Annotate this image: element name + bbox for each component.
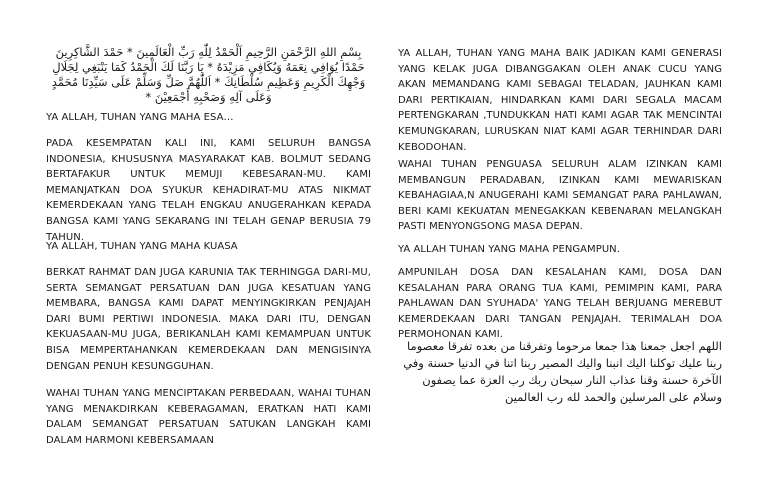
paragraph-penguasa-alam: WAHAI TUHAN PENGUASA SELURUH ALAM IZINKAN KAMI MEMBANGUN PERADABAN, IZINKAN KAMI MEWARISKAN KEBAHAGIAA,N ANUGERAHI KAMI SEMANGAT PARA PAHLAWAN, BERI KAMI KEKUATAN MENEGAKKAN KEBENARAN MELANGKAH PASTI MENYONGSONG MASA DEPAN. [398,159,722,233]
paragraph-generasi: YA ALLAH, TUHAN YANG MAHA BAIK JADIKAN KAMI GENERASI YANG KELAK JUGA DIBANGGAKAN OLEH ANAK CUCU YANG AKAN MEMANDANG KAMI SEBAGAI TELADAN, JAUHKAN KAMI DARI PERTIKAIAN, HINDARKAN KAMI DARI SEGALA MACAM PERTENGKARAN ,TUNDUKKAN HATI KAMI AGAR TAK MENCINTAI KEMUNGKARAN, LURUSKAN NIAT KAMI AGAR TERHINDAR DARI KEBODOHAN. [398,48,722,153]
arabic-opening-prayer: بِسْمِ اللهِ الرَّحْمَنِ الرَّحِيمِ اَلْحَمْدُ لِلّٰهِ رَبِّ الْعَالَمِينَ * حَمْدَ الشَّاكِرِينَ حَمْدًا يُوَافِي نِعَمَهُ وَيُكَافِي مَزِيْدَهُ * يَا رَبَّنَا لَكَ الْحَمْدُ كَمَا يَنْبَغِي لِجَلَالِ وَجْهِكَ الْكَرِيمِ وَعَظِيمِ سُلْطَانِكَ * اَللّٰهُمَّ صَلِّ وَسَلِّمْ عَلَى سَيِّدِنَا مُحَمَّدٍ وَعَلَى آلِهِ وَصَحْبِهِ أَجْمَعِيْنَ * [51,45,366,104]
paragraph-perbedaan: WAHAI TUHAN YANG MENCIPTAKAN PERBEDAAN, WAHAI TUHAN YANG MENAKDIRKAN KEBERAGAMAN, ERATKAN HATI KAMI DALAM SEMANGAT PERSATUAN SATUKAN LANGKAH KAMI DALAM HARMONI KEBERSAMAAN [46,388,371,446]
heading-maha-pengampun: YA ALLAH TUHAN YANG MAHA PENGAMPUN. [398,244,620,255]
heading-maha-kuasa: YA ALLAH, TUHAN YANG MAHA KUASA [46,241,238,252]
arabic-closing-prayer: اللهم اجعل جمعنا هذا جمعا مرحوما وتفرقنا من بعده تفرقا معصوما ربنا عليك توكلنا اليك انبنا واليك المصير ربنا اتنا في الدنيا حسنة وفي الآخرة حسنة وقنا عذاب النار سبحان ربك رب العزة عما يصفون وسلام على المرسلين والحمد لله رب العالمين [403,339,722,404]
heading-maha-esa: YA ALLAH, TUHAN YANG MAHA ESA… [46,112,234,123]
paragraph-kemerdekaan-syukur: PADA KESEMPATAN KALI INI, KAMI SELURUH BANGSA INDONESIA, KHUSUSNYA MASYARAKAT KAB. BOLMUT SEDANG BERTAFAKUR UNTUK MEMUJI KEBESARAN-MU. KAMI MEMANJATKAN DOA SYUKUR KEHADIRAT-MU ATAS NIKMAT KEMERDEKAAN YANG TELAH ENGKAU ANUGERAHKAN KEPADA BANGSA KAMI YANG SEKARANG INI TELAH GENAP BERUSIA 79 TAHUN. [46,138,371,243]
paragraph-rahmat-karunia: BERKAT RAHMAT DAN JUGA KARUNIA TAK TERHINGGA DARI-MU, SERTA SEMANGAT PERSATUAN DAN JUGA KESATUAN YANG MEMBARA, BANGSA KAMI DAPAT MENYINGKIRKAN PENJAJAH DARI BUMI PERTIWI INDONESIA. MAKA DARI ITU, DENGAN KEKUASAAN-MU JUGA, BERIKANLAH KAMI KEMAMPUAN UNTUK BISA MEMPERTAHANKAN KEMERDEKAAN DAN MENGISINYA DENGAN PENUH KESUNGGUHAN. [46,267,371,372]
paragraph-ampunilah: AMPUNILAH DOSA DAN KESALAHAN KAMI, DOSA DAN KESALAHAN PARA ORANG TUA KAMI, PEMIMPIN KAMI, PARA PAHLAWAN DAN SYUHADA' YANG TELAH BERJUANG MEREBUT KEMERDEKAAN DARI TANGAN PENJAJAH. TERIMALAH DOA PERMOHONAN KAMI. [398,267,722,341]
